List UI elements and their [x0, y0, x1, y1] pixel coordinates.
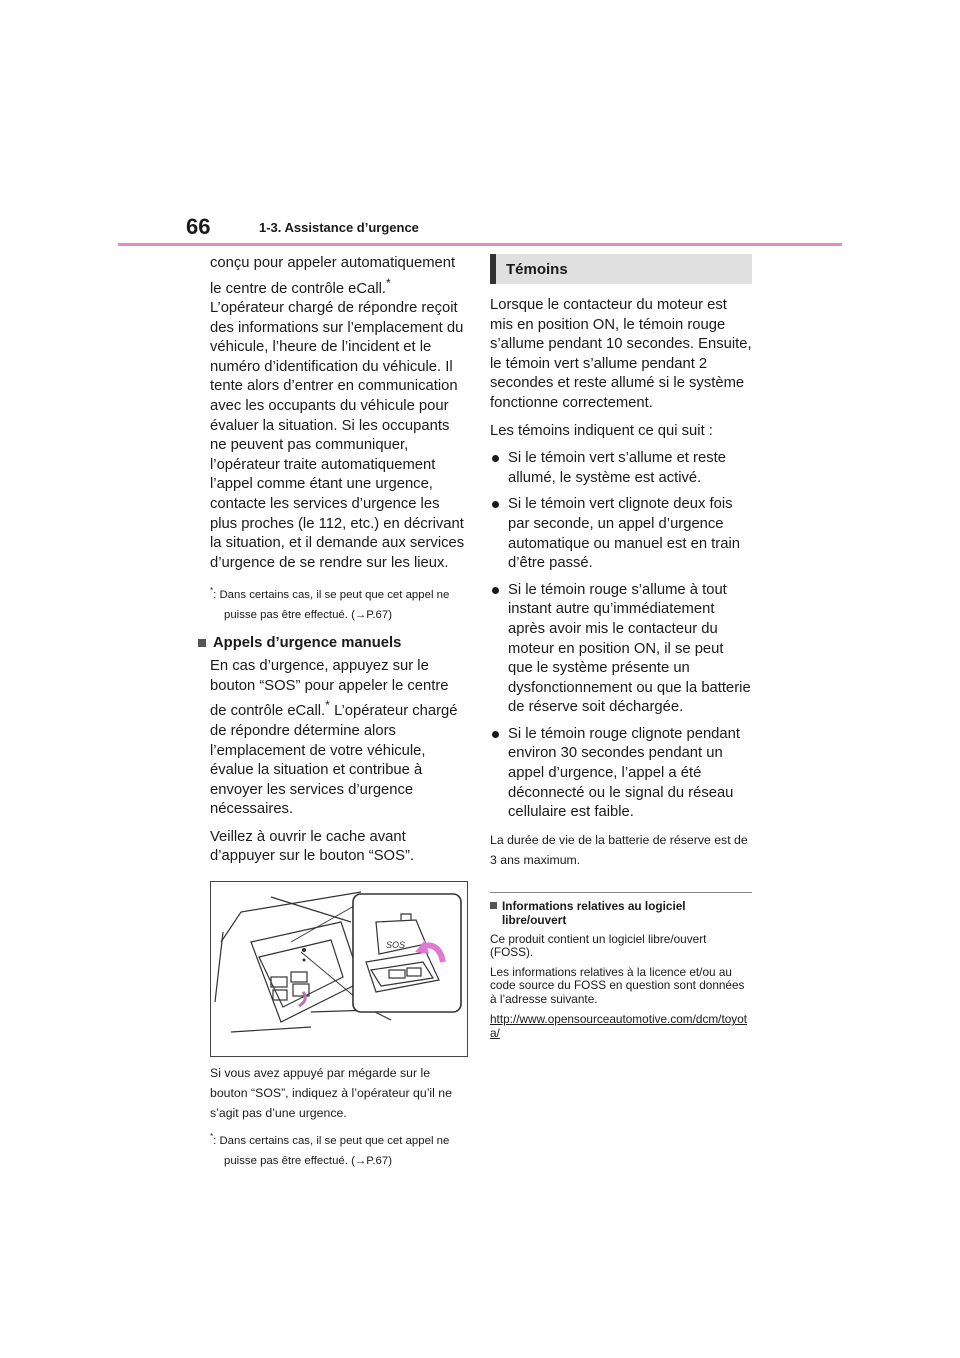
overhead-console-drawing — [211, 882, 467, 1056]
sos-label: SOS — [386, 940, 406, 951]
page-number: 66 — [186, 214, 211, 239]
list-item: Si le témoin rouge s’allume à tout instant autre qu’immédiatement après avoir mis le contacteur du moteur en position ON, il se peut que le système présente un dysfonctionnement ou que la batterie de réserve soit déchargée. — [490, 581, 752, 718]
foss-link[interactable]: http://www.opensourceautomotive.com/dcm/toyota/ — [490, 1012, 748, 1041]
foss-text-2: Les informations relatives à la licence et/ou au code source du FOSS en question sont données à l’adresse suivante. — [490, 964, 745, 1006]
list-item: Si le témoin vert clignote deux fois par seconde, un appel d’urgence automatique ou manuel est en train d’être passé. — [490, 495, 752, 573]
cover-paragraph: Veillez à ouvrir le cache avant d’appuyer sur le bouton “SOS”. — [210, 828, 414, 865]
square-bullet-icon — [198, 639, 206, 647]
intro-text: conçu pour appeler automatiquement le centre de contrôle eCall. — [210, 255, 456, 297]
banner-title: Témoins — [506, 260, 568, 278]
list-item: Si le témoin vert s’allume et reste allumé, le système est activé. — [490, 449, 752, 488]
sos-button-illustration — [210, 881, 468, 1057]
right-column — [490, 254, 752, 1040]
battery-note: La durée de vie de la batterie de réserve est de 3 ans maximum. — [490, 832, 748, 867]
intro-text-2: L’opérateur chargé de répondre reçoit des informations sur l’emplacement du véhicule, l’heure de l’incident et le numéro d’identification du véhicule. Il tente alors d’entrer en communication avec les occupants du véhicule pour évaluer la situation. Si les occupants ne peuvent pas communiquer, l’opérateur traite automatiquement l’appel comme étant une urgence, contacte les services d’urgence les plus proches (le 112, etc.) en décrivant la situation, et il demande aux services d’urgence de se rendre sur les lieux. — [210, 300, 465, 571]
section-title: 1-3. Assistance d’urgence — [259, 220, 419, 235]
list-item: Si le témoin rouge clignote pendant environ 30 secondes pendant un appel d’urgence, l’appel a été déconnecté ou le signal du réseau cellulaire est faible. — [490, 725, 752, 823]
manual-text: En cas d’urgence, appuyez sur le bouton “SOS” pour appeler le centre de contrôle eCall. — [210, 658, 449, 720]
list-intro: Les témoins indiquent ce qui suit : — [490, 422, 713, 439]
footnote — [210, 1127, 466, 1171]
foss-heading — [490, 899, 752, 927]
foss-text-1: Ce produit contient un logiciel libre/ouvert (FOSS). — [490, 931, 707, 960]
footnote-text: : Dans certains cas, il se peut que cet appel ne puisse pas être effectué. (→P.67) — [213, 1134, 450, 1167]
square-bullet-icon — [490, 902, 497, 909]
manual-text-2: L’opérateur chargé de répondre détermine alors l’emplacement de votre véhicule, évalue la situation et contribue à envoyer les services d’urgence nécessaires. — [210, 703, 458, 818]
temoins-intro: Lorsque le contacteur du moteur est mis en position ON, le témoin rouge s’allume pendant 10 secondes. Ensuite, le témoin vert s’allume pendant 2 secondes et reste allumé si le système fonctionne correctement. — [490, 297, 752, 411]
footnote-marker: * — [386, 275, 391, 290]
footnote-text: : Dans certains cas, il se peut que cet appel ne puisse pas être effectué. (→P.67) — [213, 589, 450, 622]
manual-calls-heading — [198, 635, 466, 651]
left-column — [210, 254, 466, 1179]
manual-calls-heading-text: Appels d’urgence manuels — [213, 635, 402, 652]
footnote-mark: * — [210, 1132, 214, 1142]
indicator-list — [490, 449, 752, 823]
temoins-banner — [490, 254, 752, 284]
intro-paragraph — [210, 254, 466, 573]
foss-heading-text: Informations relatives au logiciel libre/ouvert — [502, 898, 686, 927]
manual-calls-paragraph — [210, 657, 466, 820]
footnote-mark: * — [210, 586, 214, 596]
caption: Si vous avez appuyé par mégarde sur le bouton “SOS”, indiquez à l’opérateur qu’il ne s’agit pas d’une urgence. — [210, 1066, 452, 1121]
header-rule — [118, 243, 842, 246]
footnote-marker: * — [325, 698, 330, 713]
footnote — [210, 581, 466, 625]
divider — [490, 892, 752, 893]
